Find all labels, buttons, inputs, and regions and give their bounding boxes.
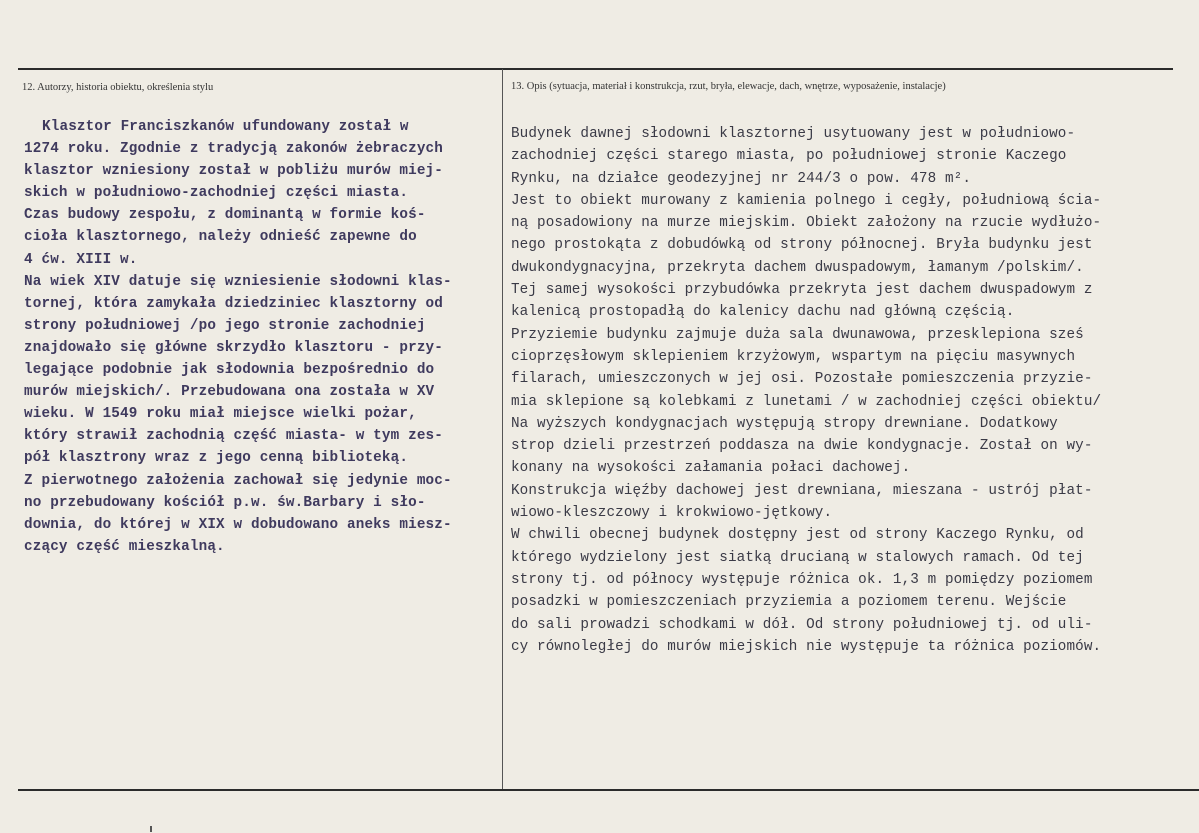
section-13-header: 13. Opis (sytuacja, materiał i konstrukcja, rzut, bryła, elewacje, dach, wnętrze, wyposażenie, instalacje) — [511, 81, 946, 92]
text-line: pół klasztrony wraz z jego cenną biblioteką. — [24, 450, 409, 467]
text-line: Konstrukcja więźby dachowej jest drewniana, mieszana - ustrój płat- — [511, 482, 1093, 499]
text-line: Budynek dawnej słodowni klasztornej usytuowany jest w południowo- — [511, 126, 1076, 142]
text-line: strony południowej /po jego stronie zachodniej — [24, 317, 426, 334]
text-line: downia, do której w XIX w dobudowano aneks miesz- — [24, 516, 452, 533]
text-line: konany na wysokości załamania połaci dachowej. — [511, 460, 911, 477]
text-line: no przebudowany kościół p.w. św.Barbary i sło- — [24, 494, 426, 511]
text-line: wieku. W 1549 roku miał miejsce wielki pożar, — [24, 406, 417, 423]
text-line: Przyziemie budynku zajmuje duża sala dwunawowa, przesklepiona sześ — [511, 326, 1084, 343]
text-line: Klasztor Franciszkanów ufundowany został w — [42, 119, 409, 135]
text-line: legające podobnie jak słodownia bezpośrednio do — [24, 362, 435, 379]
text-line: cy równoległej do murów miejskich nie występuje ta różnica poziomów. — [511, 638, 1102, 655]
text-line: czący część mieszkalną. — [24, 538, 225, 555]
text-line: Na wyższych kondygnacjach występują stropy drewniane. Dodatkowy — [511, 415, 1058, 432]
text-line: wiowo-kleszczowy i krokwiowo-jętkowy. — [511, 505, 833, 522]
column-divider — [502, 69, 503, 790]
text-line: ną posadowiony na murze miejskim. Obiekt założony na rzucie wydłużo- — [511, 215, 1102, 232]
text-line: Rynku, na działce geodezyjnej nr 244/3 o pow. 478 m². — [511, 170, 972, 187]
text-line: cioprzęsłowym sklepieniem krzyżowym, wspartym na pięciu masywnych — [511, 348, 1076, 365]
text-line: tornej, która zamykała dziedziniec klasztorny od — [24, 295, 444, 312]
text-line: klasztor wzniesiony został w pobliżu murów miej- — [24, 163, 444, 180]
text-line: który strawił zachodnią część miasta- w tym zes- — [24, 428, 444, 445]
section-12-text — [24, 116, 500, 558]
text-line: skich w południowo-zachodniej części miasta. — [24, 185, 409, 202]
margin-mark — [150, 826, 152, 832]
text-line: strony tj. od północy występuje różnica ok. 1,3 m pomiędzy poziomem — [511, 571, 1093, 588]
text-line: którego wydzielony jest siatką drucianą w stalowych ramach. Od tej — [511, 549, 1084, 566]
top-rule — [18, 68, 1173, 70]
text-line: mia sklepione są kolebkami z lunetami / w zachodniej części obiektu/ — [511, 393, 1102, 410]
text-line: strop dzieli przestrzeń poddasza na dwie kondygnacje. Został on wy- — [511, 438, 1093, 455]
text-line: Jest to obiekt murowany z kamienia polnego i cegły, południową ścia- — [511, 192, 1102, 209]
text-line: posadzki w pomieszczeniach przyziemia a poziomem terenu. Wejście — [511, 594, 1067, 611]
section-12-header: 12. Autorzy, historia obiektu, określenia stylu — [22, 82, 214, 93]
text-line: Na wiek XIV datuje się wzniesienie słodowni klas- — [24, 273, 452, 290]
text-line: Czas budowy zespołu, z dominantą w formie koś- — [24, 207, 426, 224]
text-line: Tej samej wysokości przybudówka przekryta jest dachem dwuspadowym z — [511, 282, 1093, 299]
text-line: Z pierwotnego założenia zachował się jedynie moc- — [24, 472, 452, 489]
text-line: nego prostokąta z dobudówką od strony północnej. Bryła budynku jest — [511, 237, 1093, 254]
text-line: dwukondygnacyjna, przekryta dachem dwuspadowym, łamanym /polskim/. — [511, 259, 1084, 276]
text-line: kalenicą prostopadłą do kalenicy dachu nad główną częścią. — [511, 304, 1015, 321]
text-line: znajdowało się główne skrzydło klasztoru - przy- — [24, 339, 444, 356]
text-line: cioła klasztornego, należy odnieść zapewne do — [24, 229, 417, 246]
text-line: filarach, umieszczonych w jej osi. Pozostałe pomieszczenia przyzie- — [511, 371, 1093, 388]
section-13-text — [511, 123, 1199, 658]
text-line: murów miejskich/. Przebudowana ona została w XV — [24, 384, 435, 401]
bottom-rule — [18, 789, 1199, 791]
text-line: W chwili obecnej budynek dostępny jest od strony Kaczego Rynku, od — [511, 527, 1084, 544]
text-line: zachodniej części starego miasta, po południowej stronie Kaczego — [511, 148, 1067, 165]
text-line: do sali prowadzi schodkami w dół. Od strony południowej tj. od uli- — [511, 616, 1093, 633]
text-line: 1274 roku. Zgodnie z tradycją zakonów żebraczych — [24, 141, 444, 158]
text-line: 4 ćw. XIII w. — [24, 251, 138, 268]
